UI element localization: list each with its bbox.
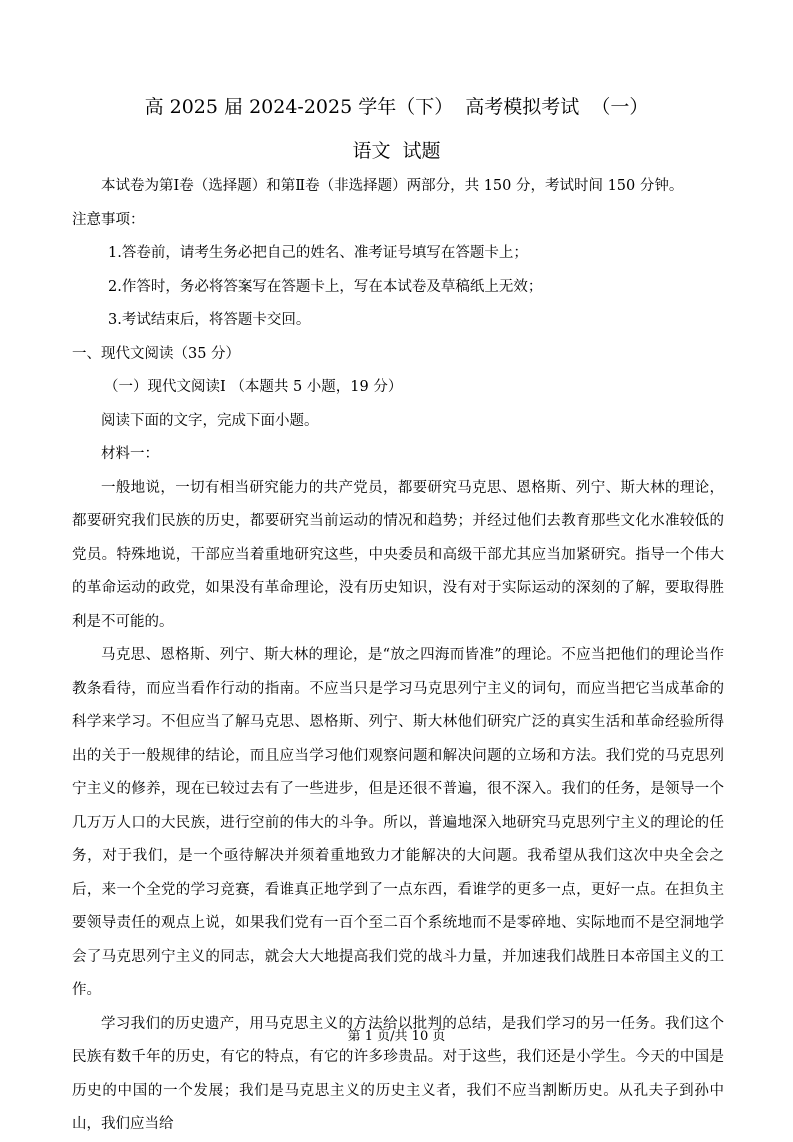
material-paragraph-1: 一般地说，一切有相当研究能力的共产党员，都要研究马克思、恩格斯、列宁、斯大林的理论，都要研究我们民族的历史，都要研究当前运动的情况和趋势；并经过他们去教育那些文化水准较低的党员。特殊地说，干部应当着重地研究这些，中央委员和高级干部尤其应当加紧研究。指导一个伟大的革命运动的政党，如果没有革命理论，没有历史知识，没有对于实际运动的深刻的了解，要取得胜利是不可能的。 [72, 479, 724, 630]
notice-item-2: 2.作答时，务必将答案写在答题卡上，写在本试卷及草稿纸上无效； [108, 278, 543, 295]
exam-title: 高 2025 届 2024-2025 学年（下） 高考模拟考试 （一） [144, 96, 649, 118]
notice-item-3: 3.考试结束后，将答题卡交回。 [108, 312, 311, 328]
notice-item-1: 1.答卷前，请考生务必把自己的姓名、准考证号填写在答题卡上； [108, 245, 528, 261]
section-heading: 一、现代文阅读（35 分） [72, 345, 241, 362]
material-paragraph-3: 学习我们的历史遗产，用马克思主义的方法给以批判的总结，是我们学习的另一任务。我们这个民族有数千年的历史，有它的特点，有它的许多珍贵品。对于这些，我们还是小学生。今天的中国是历史的中国的一个发展；我们是马克思主义的历史主义者，我们不应当割断历史。从孔夫子到孙中山，我们应当给 [72, 1015, 724, 1132]
material-label: 材料一： [101, 446, 159, 462]
material-paragraph-2: 马克思、恩格斯、列宁、斯大林的理论，是“放之四海而皆准”的理论。不应当把他们的理论当作教条看待，而应当看作行动的指南。不应当只是学习马克思列宁主义的词句，而应当把它当成革命的科学来学习。不但应当了解马克思、恩格斯、列宁、斯大林他们研究广泛的真实生活和革命经验所得出的关于一般规律的结论，而且应当学习他们观察问题和解决问题的立场和方法。我们党的马克思列宁主义的修养，现在已较过去有了一些进步，但是还很不普遍，很不深入。我们的任务，是领导一个几万万人口的大民族，进行空前的伟大的斗争。所以，普遍地深入地研究马克思列宁主义的理论的任务，对于我们，是一个亟待解决并须着重地致力才能解决的大问题。我希望从我们这次中央全会之后，来一个全党的学习竞赛，看谁真正地学到了一点东西，看谁学的更多一点，更好一点。在担负主要领导责任的观点上说，如果我们党有一百个至二百个系统地而不是零碎地、实际地而不是空洞地学会了马克思列宁主义的同志，就会大大地提高我们党的战斗力量，并加速我们战胜日本帝国主义的工作。 [72, 647, 724, 998]
reading-instruction: 阅读下面的文字，完成下面小题。 [101, 412, 319, 429]
exam-subtitle: 语文 试题 [352, 140, 441, 162]
page-footer: 第 1 页/共 10 页 [347, 1029, 446, 1044]
document-body [72, 170, 724, 1142]
subsection-heading: （一）现代文阅读Ⅰ （本题共 5 小题，19 分） [104, 379, 403, 395]
notice-heading: 注意事项： [72, 211, 145, 228]
intro-paragraph: 本试卷为第Ⅰ卷（选择题）和第Ⅱ卷（非选择题）两部分，共 150 分，考试时间 150 分钟。 [101, 178, 684, 194]
